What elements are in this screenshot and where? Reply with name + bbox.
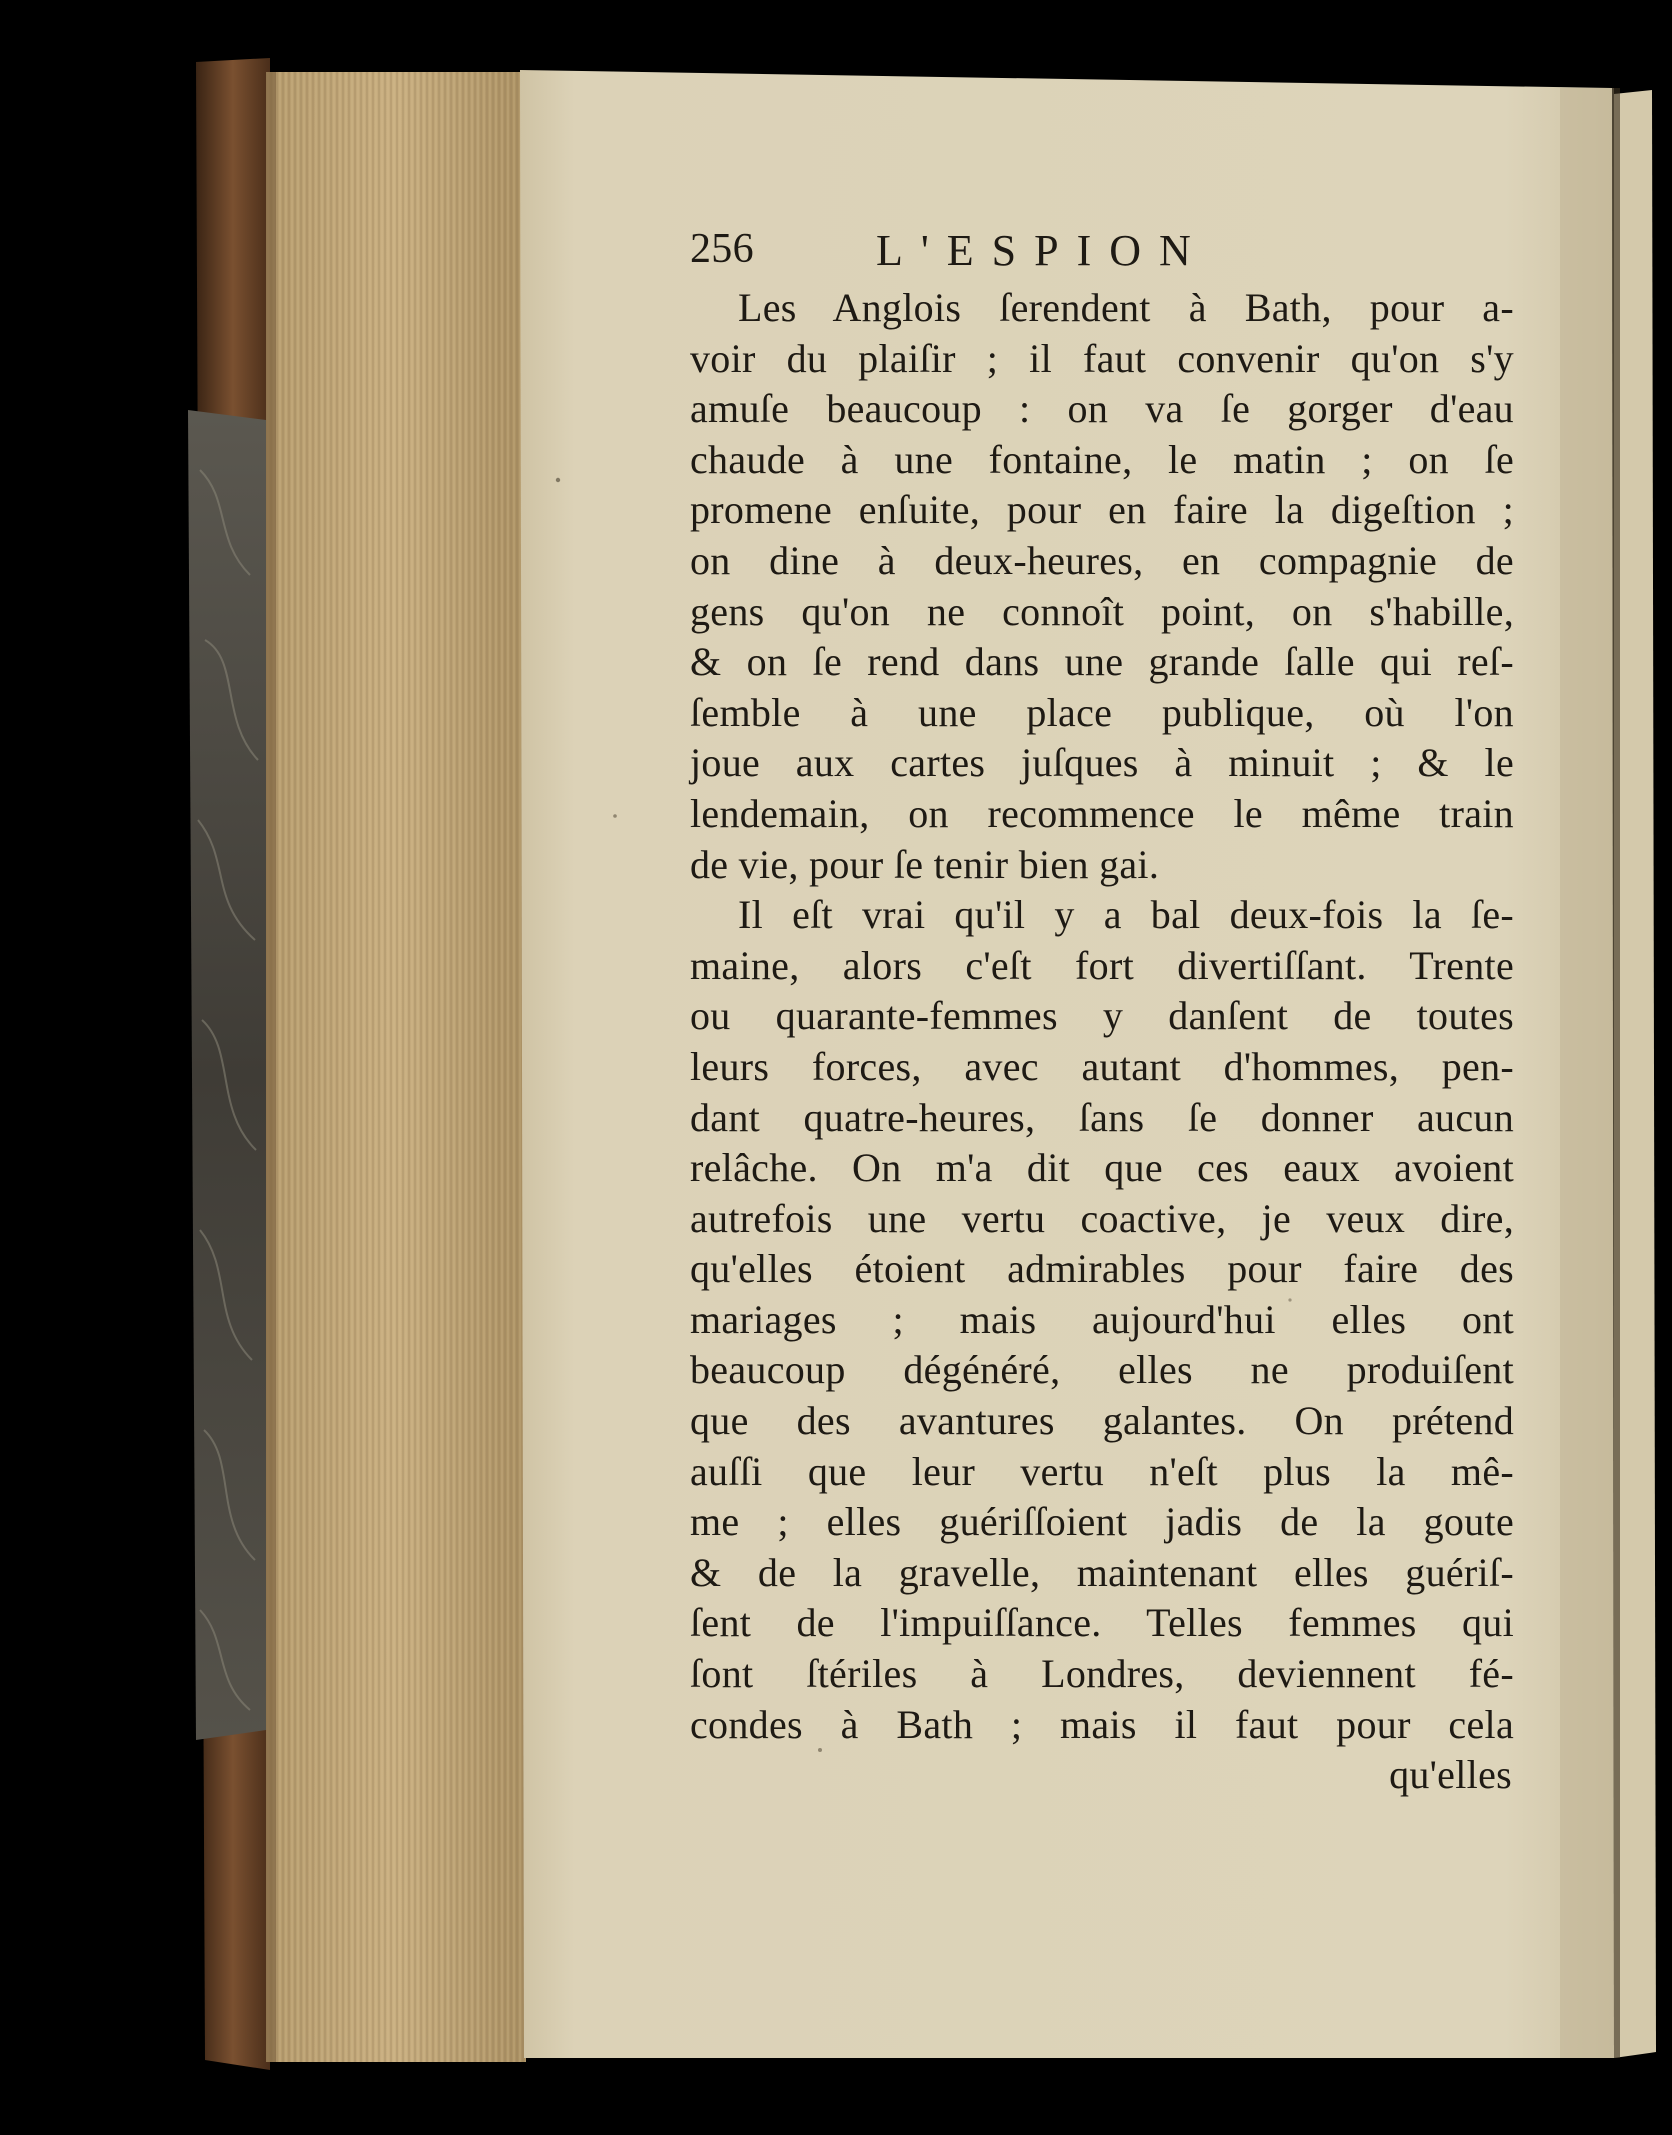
text-line: promene enſuite, pour en faire la digeſtion ; [690,487,1514,533]
page-edges-lines [266,72,526,2062]
text-line: condes à Bath ; mais il faut pour cela [690,1701,1514,1747]
text-line: lendemain, on recommence le même train [690,790,1514,836]
text-line: dant quatre-heures, ſans ſe donner aucun [690,1094,1514,1140]
text-line: ou quarante-femmes y danſent de toutes [690,993,1514,1039]
text-line: voir du plaiſir ; il faut convenir qu'on s'y [690,335,1514,381]
text-line: amuſe beaucoup : on va ſe gorger d'eau [690,386,1514,432]
text-line: chaude à une fontaine, le matin ; on ſe [690,436,1514,482]
text-line: auſſi que leur vertu n'eſt plus la mê- [690,1448,1514,1494]
text-line: & de la gravelle, maintenant elles guériſ- [690,1549,1514,1595]
text-line: ſemble à une place publique, où l'on [690,689,1514,735]
facing-page [1614,90,1656,2058]
text-line: me ; elles guériſſoient jadis de la goute [690,1499,1514,1545]
text-line: qu'elles étoient admirables pour faire des [690,1246,1514,1292]
text-line: Les Anglois ſerendent à Bath, pour a- [738,285,1514,330]
catchword: qu'elles [1389,1752,1512,1798]
text-line: de vie, pour ſe tenir bien gai. [690,841,1160,887]
text-line: que des avantures galantes. On prétend [690,1398,1514,1444]
text-line: joue aux cartes juſques à minuit ; & le [690,740,1514,786]
text-line: relâche. On m'a dit que ces eaux avoient [690,1145,1514,1191]
text-line: beaucoup dégénéré, elles ne produiſent [690,1347,1514,1393]
page-number: 256 [690,226,754,272]
text-line: Il eſt vrai qu'il y a bal deux-fois la ſe- [738,892,1514,938]
text-line: mariages ; mais aujourd'hui elles ont [690,1296,1514,1342]
text-line: ſont ſtériles à Londres, deviennent fé- [690,1651,1514,1697]
text-line: maine, alors c'eſt fort divertiſſant. Trente [690,942,1514,988]
running-title: L'ESPION [876,226,1209,275]
text-line: autrefois une vertu coactive, je veux dire, [690,1195,1514,1241]
text-line: on dine à deux-heures, en compagnie de [690,537,1514,583]
text-line: & on ſe rend dans une grande ſalle qui reſ- [690,639,1514,685]
running-head [690,221,1514,283]
page-text [690,221,1514,1800]
marbled-board [188,410,266,1740]
text-line: ſent de l'impuiſſance. Telles femmes qui [690,1600,1514,1646]
text-line: leurs forces, avec autant d'hommes, pen- [690,1043,1514,1089]
text-line: gens qu'on ne connoît point, on s'habille, [690,588,1514,634]
